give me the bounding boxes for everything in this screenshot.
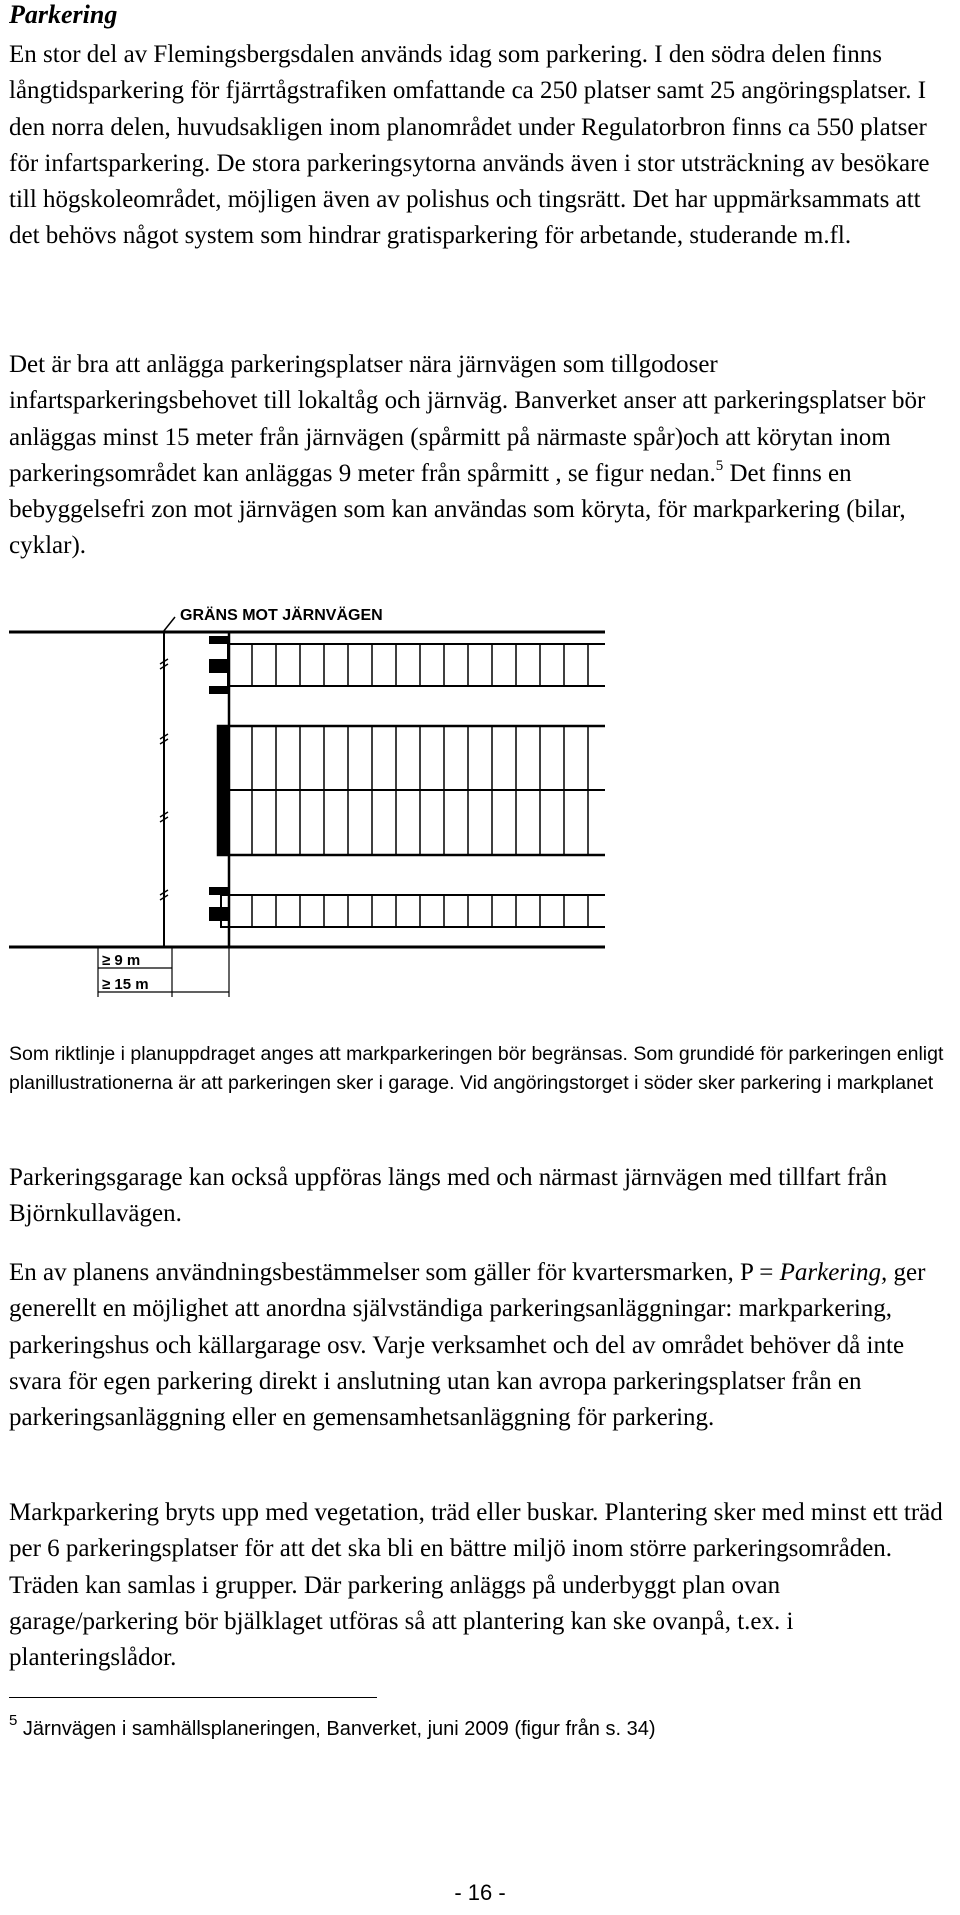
parking-layout-figure — [0, 595, 620, 1005]
paragraph-vegetation: Markparkering bryts upp med vegetation, träd eller buskar. Plantering sker med minst ett träd per 6 parkeringsplatser för att det ska bli en bättre miljö inom större parkeringsområden. Träden kan samlas i grupper. Där parkering anläggs på underbyggt plan ovan garage/parkering bör bjälklaget utföras så att plantering kan ske ovanpå, t.ex. i planteringslådor. — [9, 1499, 943, 1672]
label-leader-line — [163, 617, 175, 632]
parking-row-upper — [209, 636, 605, 694]
footnote-text: Järnvägen i samhällsplaneringen, Banverket, juni 2009 (figur från s. 34) — [17, 1718, 656, 1740]
dimension-15m: ≥ 15 m — [102, 976, 149, 993]
paragraph-text: Det finns en bebyggelsefri zon mot järnvägen som kan användas som köryta, för markparkering (bilar, cyklar). — [9, 459, 906, 560]
footnote-reference: 5 — [715, 457, 724, 474]
dimension-9m: ≥ 9 m — [102, 952, 141, 969]
footnote-number: 5 — [9, 1712, 18, 1730]
paragraph-text: ger generellt en möjlighet att anordna självständiga parkeringsanläggningar: markparkering, parkeringshus och källargarage osv. Varje verksamhet och del av området behöver då inte svara för egen parkering direkt i anslutning utan kan avropa parkeringsplatser från en parkeringsanläggning eller en gemensamhetsanläggning för parkering. — [9, 1259, 926, 1432]
footnote-separator — [9, 1697, 377, 1698]
guideline-paragraph: Som riktlinje i planuppdraget anges att markparkeringen bör begränsas. Som grundidé för parkeringen enligt planillustrationerna är att parkeringen sker i garage. Vid angöringstorget i söder sker parkering i markplanet — [9, 1043, 944, 1094]
paragraph-garage: Parkeringsgarage kan också uppföras längs med och närmast järnvägen med tillfart från Björnkullavägen. — [9, 1164, 888, 1228]
footnote — [9, 1712, 954, 1744]
paragraph-text: En av planens användningsbestämmelser som gäller för kvartersmarken, P = — [9, 1259, 780, 1286]
page-number: - 16 - — [454, 1880, 506, 1905]
paragraph-text: Det är bra att anlägga parkeringsplatser nära järnvägen som tillgodoser infartsparkeringsbehovet till lokaltåg och järnväg. Banverket anser att parkeringsplatser bör anläggas minst 15 meter från järnvägen (spårmitt på närmaste spår)och att körytan inom parkeringsområdet kan anläggas 9 meter från spårmitt , se figur nedan. — [9, 351, 926, 487]
paragraph-italic-term: Parkering, — [779, 1259, 888, 1286]
section-heading: Parkering — [9, 0, 118, 29]
paragraph-parking-today: En stor del av Flemingsbergsdalen används idag som parkering. I den södra delen finns långtidsparkering för fjärrtågstrafiken omfattande ca 250 platser samt 25 angöringsplatser. I den norra delen, huvudsakligen inom planområdet under Regulatorbron finns ca 550 platser för infartsparkering. De stora parkeringsytorna används även i stor utsträckning av besökare till högskoleområdet, möjligen även av polishus och tingsrätt. Det har uppmärksammats att det behövs något system som hindrar gratisparkering för arbetande, studerande m.fl. — [9, 41, 930, 250]
paragraph-railway-distance — [9, 347, 954, 565]
parking-row-lower — [209, 887, 605, 927]
paragraph-land-use — [9, 1255, 954, 1436]
border-label: GRÄNS MOT JÄRNVÄGEN — [180, 607, 383, 624]
